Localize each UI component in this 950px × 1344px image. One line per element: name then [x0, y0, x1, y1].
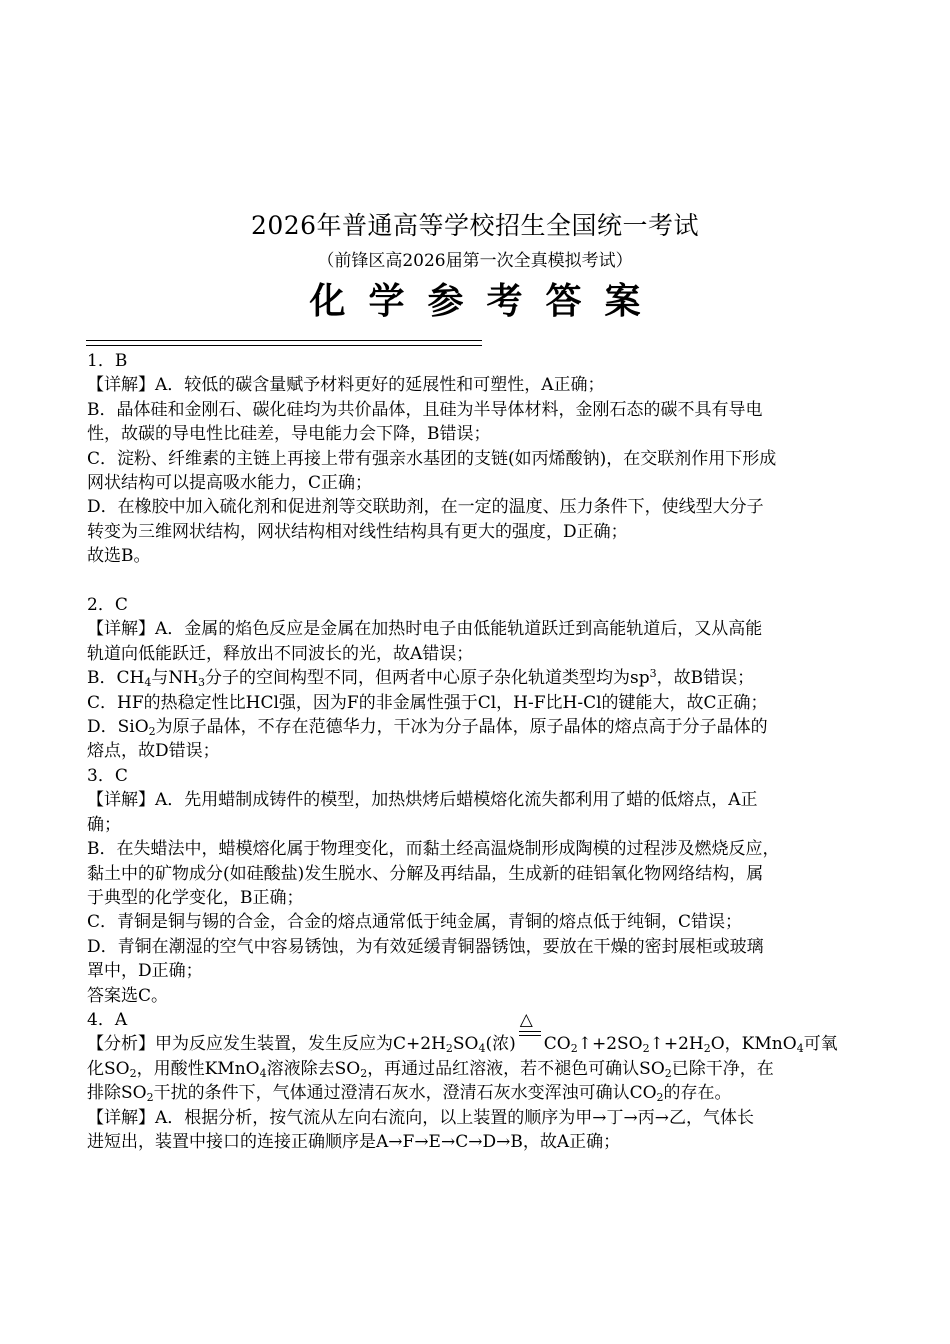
text: ，再通过品红溶液，若不褪色可确认SO — [367, 1058, 665, 1079]
q1-detail-a: 【详解】A．较低的碳含量赋予材料更好的延展性和可塑性，A正确； — [87, 375, 605, 396]
double-rule-top — [86, 340, 482, 341]
subscript: 4 — [144, 676, 152, 690]
q4-detail-line2: 进短出，装置中接口的连接正确顺序是A→F→E→C→D→B，故A正确； — [87, 1131, 621, 1152]
document-heading: 化学参考答案 — [309, 281, 664, 322]
q1-option-d-line1: D．在橡胶中加入硫化剂和促进剂等交联助剂，在一定的温度、压力条件下，使线型大分子 — [87, 497, 764, 518]
q1-option-b-line2: 性，故碳的导电性比硅差，导电能力会下降，B错误； — [87, 424, 491, 445]
text: 干扰的条件下，气体通过澄清石灰水，澄清石灰水变浑浊可确认CO — [153, 1083, 657, 1104]
text: 为原子晶体，不存在范德华力，干冰为分子晶体，原子晶体的熔点高于分子晶体的 — [155, 717, 768, 738]
q4-analysis-line2 — [87, 1057, 865, 1081]
subscript: 2 — [148, 725, 156, 739]
q2-option-d-line1 — [87, 715, 865, 739]
superscript: 3 — [649, 667, 657, 681]
heat-triangle-icon: △ — [519, 1010, 533, 1031]
answer-content — [87, 349, 865, 1154]
q1-option-c-line2: 网状结构可以提高吸水能力，C正确； — [87, 473, 373, 494]
q2-option-b — [87, 666, 865, 690]
text: 已除干净，在 — [671, 1058, 774, 1079]
text: ↑+2SO — [577, 1034, 643, 1055]
subscript: 2 — [703, 1042, 711, 1056]
text: ，故B错误； — [656, 668, 755, 689]
q3-option-c: C．青铜是铜与锡的合金，合金的熔点通常低于纯金属，青铜的熔点低于纯铜，C错误； — [87, 912, 743, 933]
text: 【分析】甲为反应发生装置，发生反应为C+2H — [87, 1034, 446, 1055]
subscript: 3 — [198, 676, 206, 690]
text: 分子的空间构型不同，但两者中心原子杂化轨道类型均为sp — [205, 668, 650, 689]
q2-detail-a-line2: 轨道向低能跃迁，释放出不同波长的光，故A错误； — [87, 643, 474, 664]
q2-option-c: C．HF的热稳定性比HCl强，因为F的非金属性强于Cl，H-F比H-Cl的键能大，故C正确； — [87, 692, 768, 713]
text: (浓) — [485, 1034, 516, 1055]
q3-conclusion: 答案选C。 — [87, 985, 169, 1006]
text: 溶液除去SO — [266, 1058, 361, 1079]
subscript: 4 — [478, 1042, 486, 1056]
q3-detail-a-line2: 确； — [87, 814, 121, 835]
equal-line — [519, 1031, 541, 1032]
spacer — [87, 569, 865, 593]
subscript: 2 — [656, 1091, 664, 1105]
subscript: 2 — [664, 1066, 672, 1080]
subscript: 4 — [259, 1066, 267, 1080]
q4-answer: 4．A — [87, 1009, 128, 1030]
q1-option-b-line1: B．晶体硅和金刚石、碳化硅均为共价晶体，且硅为半导体材料，金刚石态的碳不具有导电 — [87, 399, 763, 420]
q1-conclusion: 故选B。 — [87, 546, 151, 567]
q3-option-d-line2: 罩中，D正确； — [87, 961, 203, 982]
text: 的存在。 — [663, 1083, 732, 1104]
subscript: 2 — [570, 1042, 578, 1056]
q1-answer: 1．B — [87, 351, 128, 371]
text: B．CH — [87, 668, 145, 689]
q3-detail-a-line1: 【详解】A．先用蜡制成铸件的模型，加热烘烤后蜡模熔化流失都利用了蜡的低熔点，A正 — [87, 790, 758, 811]
q3-answer: 3．C — [87, 765, 128, 786]
double-rule-bottom — [86, 345, 482, 346]
subscript: 2 — [129, 1066, 137, 1080]
subscript: 2 — [146, 1091, 154, 1105]
text: D．SiO — [87, 717, 149, 738]
subscript: 2 — [445, 1042, 453, 1056]
q3-option-b-line1: B．在失蜡法中，蜡模熔化属于物理变化，而黏土经高温烧制形成陶模的过程涉及燃烧反应， — [87, 839, 780, 860]
q3-option-d-line1: D．青铜在潮湿的空气中容易锈蚀，为有效延缓青铜器锈蚀，要放在干燥的密封展柜或玻璃 — [87, 936, 764, 957]
q3-option-b-line2: 黏土中的矿物成分(如硅酸盐)发生脱水、分解及再结晶，生成新的硅铝氧化物网络结构，属 — [87, 863, 764, 884]
text: 化SO — [87, 1058, 130, 1079]
q4-analysis-line3 — [87, 1081, 865, 1105]
q3-option-b-line3: 于典型的化学变化，B正确； — [87, 887, 304, 908]
q2-option-d-line2: 熔点，故D错误； — [87, 741, 220, 762]
q2-detail-a-line1: 【详解】A．金属的焰色反应是金属在加热时电子由低能轨道跃迁到高能轨道后，又从高能 — [87, 619, 763, 640]
q2-answer: 2．C — [87, 595, 128, 616]
text: ，用酸性KMnO — [136, 1058, 260, 1079]
exam-subtitle: （前锋区高2026届第一次全真模拟考试） — [317, 251, 633, 271]
equal-line — [519, 1035, 541, 1036]
text: SO — [452, 1034, 479, 1055]
text: 排除SO — [87, 1083, 147, 1104]
subscript: 2 — [642, 1042, 650, 1056]
text: ↑+2H — [649, 1034, 704, 1055]
text: CO — [543, 1034, 571, 1055]
subscript: 4 — [796, 1042, 804, 1056]
exam-title: 2026年普通高等学校招生全国统一考试 — [250, 211, 700, 240]
q1-option-c-line1: C．淀粉、纤维素的主链上再接上带有强亲水基团的支链(如丙烯酸钠)，在交联剂作用下形成 — [87, 448, 777, 469]
heating-condition-sign — [516, 1010, 544, 1056]
text: O，KMnO — [710, 1034, 797, 1055]
subscript: 2 — [360, 1066, 368, 1080]
text: 可氧 — [803, 1034, 838, 1055]
text: 与NH — [151, 668, 199, 689]
q1-option-d-line2: 转变为三维网状结构，网状结构相对线性结构具有更大的强度，D正确； — [87, 521, 628, 542]
q4-detail-line1: 【详解】A．根据分析，按气流从左向右流向，以上装置的顺序为甲→丁→丙→乙，气体长 — [87, 1107, 755, 1128]
